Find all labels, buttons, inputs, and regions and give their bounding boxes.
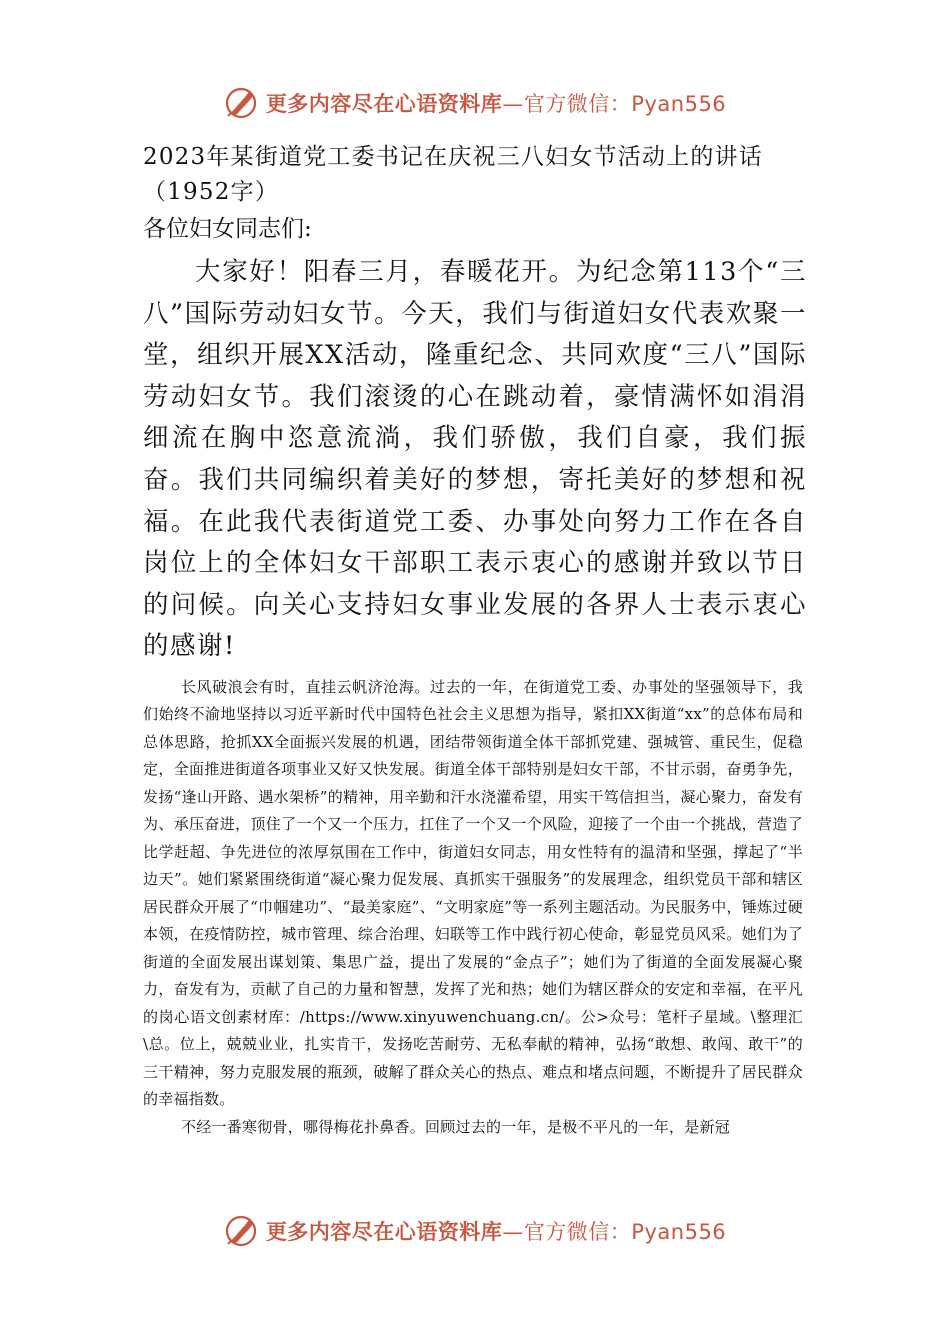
paragraph-1: 大家好！阳春三月，春暖花开。为纪念第113个“三八”国际劳动妇女节。今天，我们与街道妇女代表欢聚一堂，组织开展XX活动，隆重纪念、共同欢度“三八”国际劳动妇女节。我们滚烫的心在跳动着，豪情满怀如涓涓细流在胸中恣意流淌，我们骄傲，我们自豪，我们振奋。我们共同编织着美好的梦想，寄托美好的梦想和祝福。在此我代表街道党工委、办事处向努力工作在各自岗位上的全体妇女干部职工表示衷心的感谢并致以节日的问候。向关心支持妇女事业发展的各界人士表示衷心的感谢!: [143, 257, 807, 662]
pen-nib-icon: [224, 1214, 258, 1248]
paragraph-3: 不经一番寒彻骨，哪得梅花扑鼻香。回顾过去的一年，是极不平凡的一年，是新冠: [181, 1117, 731, 1136]
document-body: [143, 140, 807, 1141]
pen-nib-icon: [224, 86, 258, 120]
watermark-text: 更多内容尽在心语资料库—官方微信：Pyan556: [265, 92, 727, 116]
greeting: 各位妇女同志们:: [143, 216, 312, 242]
document-title: 2023年某街道党工委书记在庆祝三八妇女节活动上的讲话（1952字）: [143, 144, 763, 205]
paragraph-2: 长风破浪会有时，直挂云帆济沧海。过去的一年，在街道党工委、办事处的坚强领导下，我们始终不渝地坚持以习近平新时代中国特色社会主义思想为指导，紧扣XX街道“xx”的总体布局和总体思路，抢抓XX全面振兴发展的机遇，团结带领街道全体干部抓党建、强城管、重民生，促稳定，全面推进街道各项事业又好又快发展。街道全体干部特别是妇女干部，不甘示弱，奋勇争先，发扬“逢山开路、遇水架桥”的精神，用辛勤和汗水浇灌希望，用实干笃信担当，凝心聚力，奋发有为、承压奋进，顶住了一个又一个压力，扛住了一个又一个风险，迎接了一个由一个挑战，营造了比学赶超、争先进位的浓厚氛围在工作中，街道妇女同志，用女性特有的温清和坚强，撑起了“半边天”。她们紧紧围绕街道“凝心聚力促发展、真抓实干强服务”的发展理念，组织党员干部和辖区居民群众开展了“巾帼建功”、“最美家庭”、“文明家庭”等一系列主题活动。为民服务中，锤炼过硬本领，在疫情防控，城市管理、综合治理、妇联等工作中践行初心使命，彰显党员风采。她们为了街道的全面发展出谋划策、集思广益，提出了发展的“金点子”；她们为了街道的全面发展凝心聚力，奋发有为，贡献了自己的力量和智慧，发挥了光和热；她们为辖区群众的安定和幸福，在平凡的岗心语文创素材库：/https://www.xinyuwenchuang.cn/。公>众号：笔杆子星域。\整理汇\总。位上，兢兢业业，扎实肯干，发扬吃苦耐劳、无私奉献的精神，弘扬“敢想、敢闯、敢干”的三干精神，努力克服发展的瓶颈，破解了群众关心的热点、难点和堵点问题，不断提升了居民群众的幸福指数。: [143, 677, 803, 1109]
watermark-footer: [0, 1206, 950, 1256]
watermark-header: [0, 78, 950, 128]
watermark-text: 更多内容尽在心语资料库—官方微信：Pyan556: [265, 1220, 727, 1244]
